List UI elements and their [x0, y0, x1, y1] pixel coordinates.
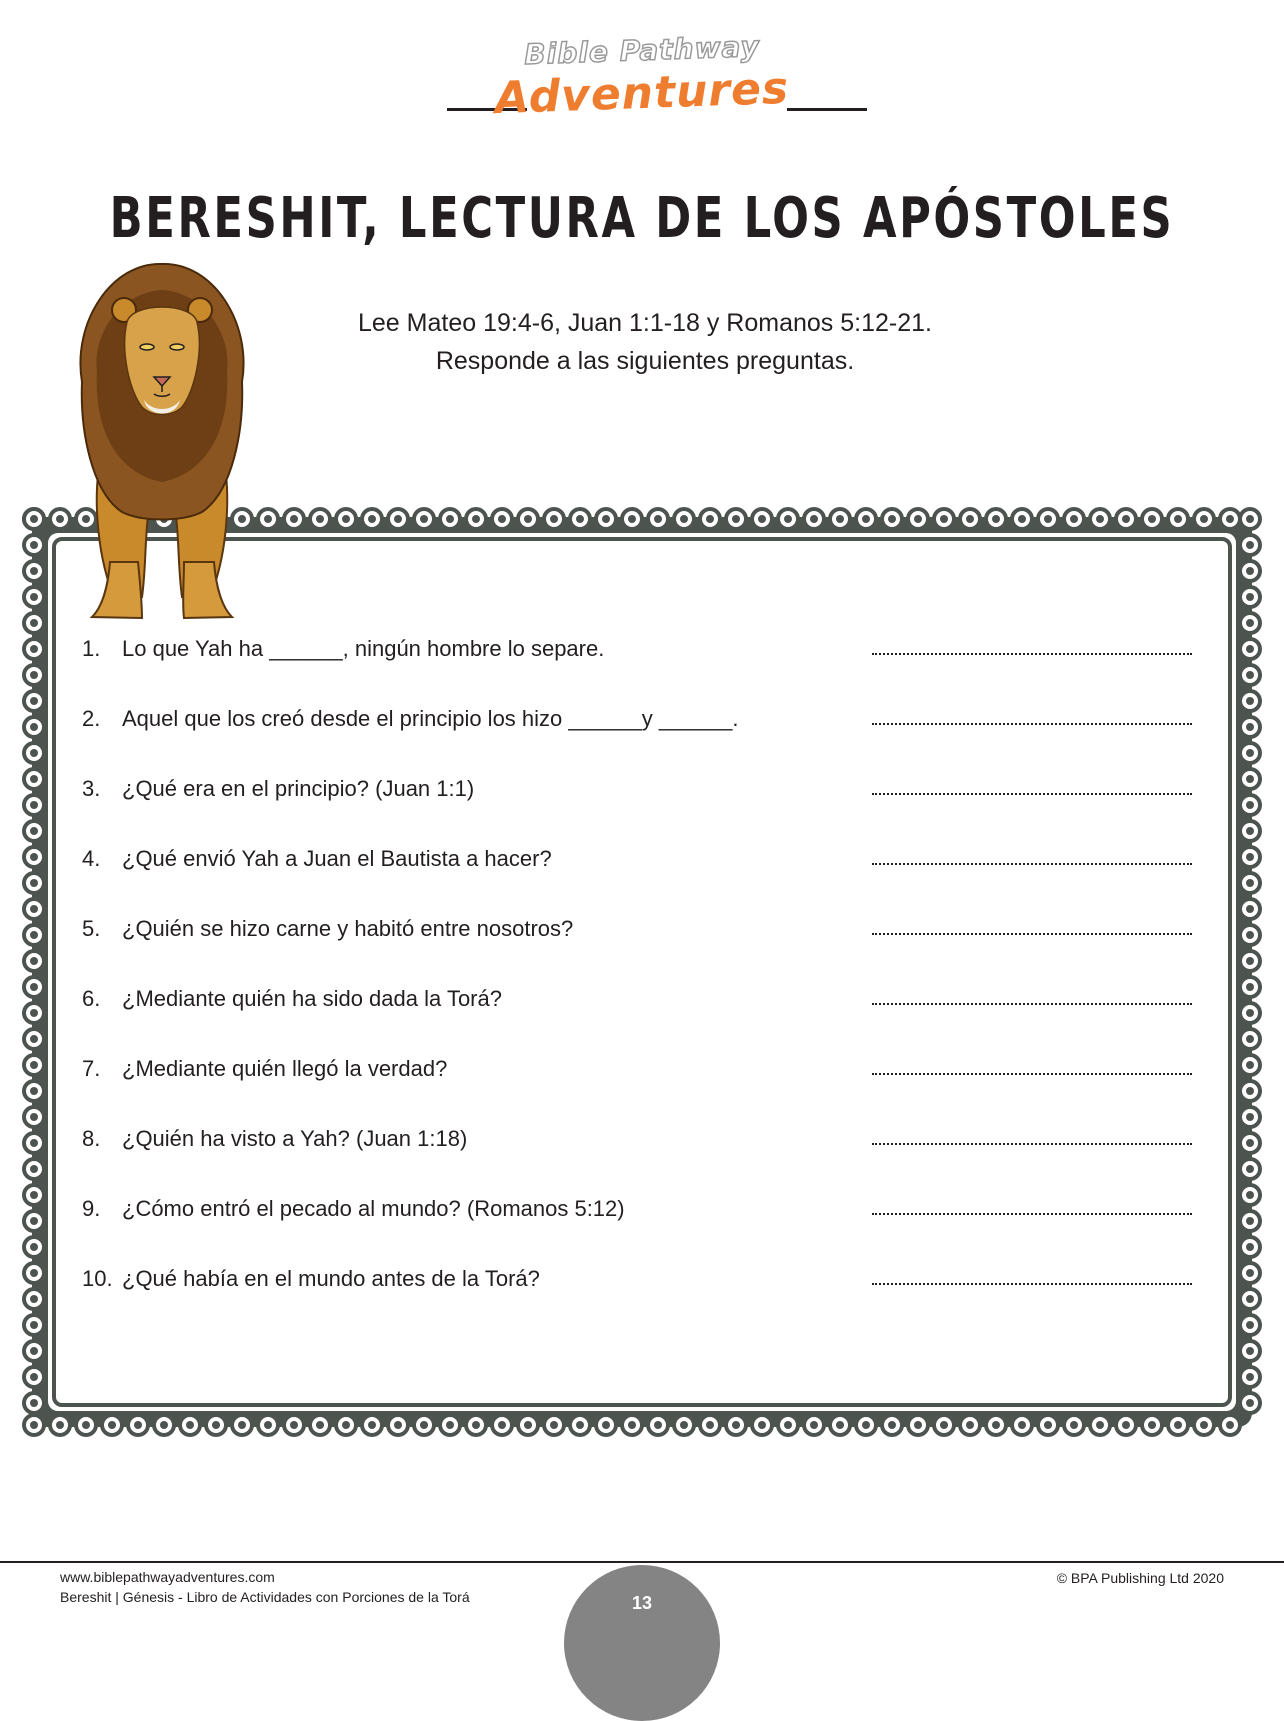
answer-line[interactable]	[872, 1280, 1192, 1285]
question-text: ¿Mediante quién ha sido dada la Torá?	[122, 986, 502, 1011]
logo-text-bottom: Adventures	[494, 62, 790, 125]
question-text: ¿Qué había en el mundo antes de la Torá?	[122, 1266, 540, 1291]
answer-line[interactable]	[872, 790, 1192, 795]
question-text: ¿Qué era en el principio? (Juan 1:1)	[122, 776, 475, 801]
question-1	[82, 636, 1192, 666]
answer-line[interactable]	[872, 650, 1192, 655]
answer-line[interactable]	[872, 860, 1192, 865]
question-text: ¿Quién ha visto a Yah? (Juan 1:18)	[122, 1126, 468, 1151]
lion-illustration	[72, 262, 252, 622]
question-number: 9.	[82, 1196, 101, 1221]
question-number: 10.	[82, 1266, 113, 1291]
question-number: 7.	[82, 1056, 101, 1081]
answer-line[interactable]	[872, 1000, 1192, 1005]
footer-copyright: © BPA Publishing Ltd 2020	[1056, 1570, 1224, 1586]
logo-text-top: Bible Pathway	[523, 29, 761, 72]
question-7	[82, 1056, 1192, 1086]
answer-line[interactable]	[872, 720, 1192, 725]
question-number: 8.	[82, 1126, 101, 1151]
footer-website: www.biblepathwayadventures.com	[60, 1569, 275, 1585]
question-2	[82, 706, 1192, 736]
instructions-line-1: Lee Mateo 19:4-6, Juan 1:1-18 y Romanos 5:12-21.	[358, 309, 932, 337]
question-6	[82, 986, 1192, 1016]
question-5	[82, 916, 1192, 946]
question-4	[82, 846, 1192, 876]
footer-divider	[0, 1561, 1284, 1563]
question-number: 1.	[82, 636, 101, 661]
answer-line[interactable]	[872, 930, 1192, 935]
page-title: BERESHIT, LECTURA DE LOS APÓSTOLES	[109, 186, 1175, 251]
page-number: 13	[631, 1593, 653, 1613]
question-number: 4.	[82, 846, 101, 871]
question-number: 6.	[82, 986, 101, 1011]
question-number: 2.	[82, 706, 101, 731]
page-number-badge	[564, 1565, 720, 1721]
answer-line[interactable]	[872, 1140, 1192, 1145]
question-10	[82, 1266, 1192, 1296]
question-text: ¿Qué envió Yah a Juan el Bautista a hacer?	[122, 846, 552, 871]
question-text: Aquel que los creó desde el principio los hizo ______y ______.	[122, 706, 739, 731]
question-number: 3.	[82, 776, 101, 801]
question-text: Lo que Yah ha ______, ningún hombre lo separe.	[122, 636, 605, 661]
answer-line[interactable]	[872, 1070, 1192, 1075]
question-text: ¿Mediante quién llegó la verdad?	[122, 1056, 448, 1081]
answer-line[interactable]	[872, 1210, 1192, 1215]
question-number: 5.	[82, 916, 101, 941]
question-text: ¿Cómo entró el pecado al mundo? (Romanos 5:12)	[122, 1196, 625, 1221]
question-8	[82, 1126, 1192, 1156]
footer-book-title: Bereshit | Génesis - Libro de Actividades con Porciones de la Torá	[60, 1589, 470, 1605]
question-9	[82, 1196, 1192, 1226]
question-3	[82, 776, 1192, 806]
question-text: ¿Quién se hizo carne y habitó entre nosotros?	[122, 916, 574, 941]
instructions-line-2: Responde a las siguientes preguntas.	[435, 347, 855, 375]
